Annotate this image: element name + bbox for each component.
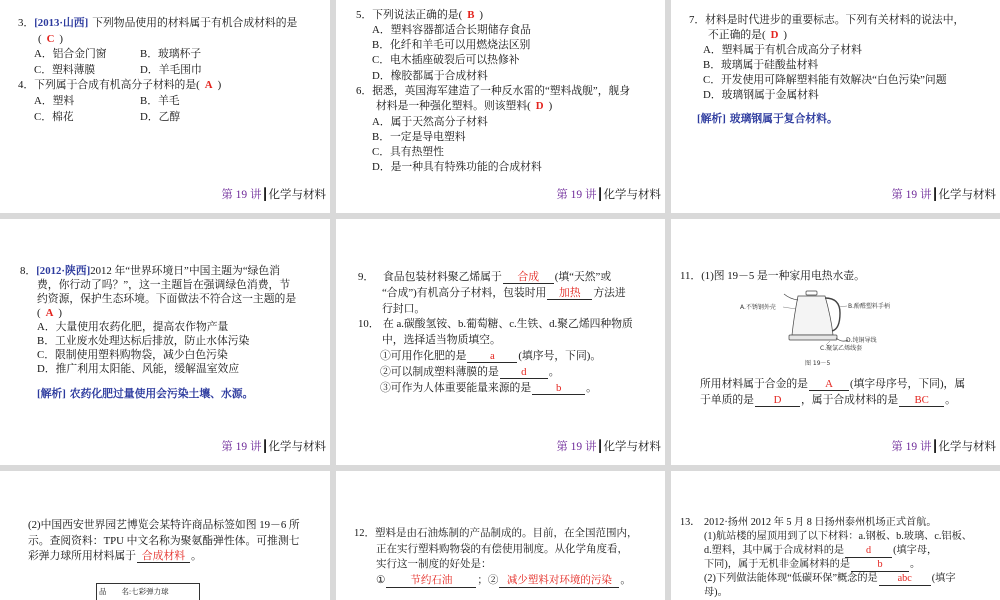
question-number: 3． [18,17,35,29]
question-13-line [680,572,972,586]
bracket-open: ( [37,307,41,319]
option-d: D．是一种具有特殊功能的合成材料 [372,161,542,174]
item-text: 。 [548,365,560,378]
slide-thumbnail-7[interactable] [0,471,330,600]
question-text: 所用材料属于合金的是 [700,378,808,390]
lecture-number: 第 19 讲 [891,189,932,201]
question-source: [2013·山西] [34,17,89,29]
analysis-note [689,112,964,127]
option-d: D．玻璃钢属于金属材料 [703,88,819,101]
option-b: B．一定是导电塑料 [372,130,466,143]
question-6-stem [356,84,630,99]
slide-body [358,270,633,396]
lecture-number: 第 19 讲 [556,441,597,453]
fill-item [358,365,633,381]
question-text: (填字 [931,573,956,585]
question-11-part2-line: 示。查阅资料：TPU 中文名称为聚氨酯弹性体。可推测七 [28,534,300,547]
question-text: 不正确的是 [708,28,762,41]
question-text: 材料是一种强化塑料。则该塑料 [376,100,528,113]
lecture-topic: 化学与材料 [268,189,326,201]
bracket-open: ( [458,8,463,21]
slide-body [18,16,297,125]
analysis-label: [解析] [697,112,726,125]
question-text: 彩弹力球所用材料属于 [28,550,136,562]
slide-thumbnail-8[interactable] [336,471,665,600]
item-text: (填序号，下同)。 [518,349,602,362]
slide-footer [891,440,996,454]
question-text: (1)图 19－5 是一种家用电热水壶。 [701,270,865,282]
option-c: C．开发使用可降解塑料能有效解决“白色污染”问题 [703,73,947,86]
bracket-close: ) [479,8,483,21]
slide-footer [221,188,326,202]
option-a: A．属于天然高分子材料 [372,115,488,128]
option-a: A．塑料 [34,94,75,107]
option-a: A．大量使用农药化肥，提高农作物产量 [37,321,229,333]
question-13-line: (1)航站楼的屋顶用到了以下材料：a.钢板、b.玻璃、c.铝板、 [704,531,972,543]
question-number: 8． [20,265,37,277]
item-text: ①可用作化肥的是 [380,349,467,362]
question-11-line [700,376,965,392]
option-b: B．玻璃属于硅酸盐材料 [703,58,819,71]
answer-blank: b [532,382,585,395]
lecture-topic: 化学与材料 [938,441,996,453]
answer-choice: A [204,79,213,92]
question-text: 。 [190,550,202,562]
question-11-part2-line: (2)中国西安世界园艺博览会某特许商品标签如图 19－6 所 [28,519,300,531]
slide-thumbnail-3[interactable] [671,0,1000,213]
answer-blank: 节约石油 [386,575,476,588]
question-text: 材料是时代进步的重要标志。下列有关材料的说法中， [705,13,965,26]
leader-line-b [839,306,847,307]
answer-blank: a [467,350,517,363]
option-row [18,63,297,79]
question-11-line [700,392,965,408]
question-text: 2012 年“世界环境日”中国主题为“绿色消 [90,265,281,277]
footer-separator: ┃ [596,189,604,201]
question-number: 9． [358,271,375,283]
question-12-line: 实行这一制度的好处是： [376,559,492,571]
slide-body [28,518,300,565]
slide-footer [556,188,661,202]
question-10-line: 中，选择适当物质填空。 [382,334,501,347]
answer-blank: A [809,378,849,391]
kettle-body [792,296,833,335]
analysis-note [20,387,296,401]
kettle-figure [736,289,911,371]
item-marker: ；② [477,575,499,587]
question-7-stem-continued [689,28,964,43]
question-number: 12． [354,528,375,539]
question-7-stem [689,13,964,28]
item-text: ③可作为人体重要能量来源的是 [380,381,532,394]
slide-thumbnail-1[interactable] [0,0,330,213]
option-d: D．推广利用太阳能、风能，缓解温室效应 [37,363,240,375]
slide-thumbnail-6[interactable] [671,219,1000,465]
bracket-open: ( [196,79,200,92]
footer-separator: ┃ [261,189,269,201]
question-text: 2012·扬州 2012 年 5 月 8 日扬州泰州机场正式首航。 [704,517,937,528]
kettle-base [789,335,837,340]
bracket-open: ( [38,32,42,45]
bracket-open: ( [527,100,531,113]
question-9-line [358,270,633,286]
figure-label-d: D.纯铜导线 [846,337,877,344]
lecture-number: 第 19 讲 [221,189,262,201]
answer-blank: 减少塑料对环境的污染 [499,575,619,588]
kettle-lid [806,291,817,295]
answer-choice: D [535,100,544,113]
question-source: [2012·陕西] [36,265,91,277]
fill-item [358,349,633,365]
answer-blank: D [755,394,800,407]
slide-body [680,268,865,284]
lecture-number: 第 19 讲 [891,441,932,453]
footer-separator: ┃ [261,441,269,453]
question-8-stem-continued: 费，你行动了吗？”，这一主题旨在强调绿色消费，节 [37,279,291,291]
answer-blank: d [845,545,892,558]
answer-blank: d [500,366,548,379]
option-c: C．棉花 [34,110,74,123]
option-d: D．羊毛围巾 [140,63,202,76]
slide-body [354,526,638,589]
question-11-part2-line [28,549,300,565]
slide-body-lower [700,376,965,408]
bracket-close: ) [59,32,64,45]
lecture-number: 第 19 讲 [221,441,262,453]
question-number: 6． [356,84,373,97]
answer-choice: C [46,32,55,45]
footer-separator: ┃ [931,189,939,201]
figure-label-b: B.酚醛塑料手柄 [848,303,891,310]
question-12-line [354,526,638,542]
bracket-close: ) [548,100,553,113]
question-9-line: 行封口。 [382,302,426,315]
question-12-line: 正在实行塑料购物袋的有偿使用制度。从化学角度看， [376,543,628,555]
lecture-number: 第 19 讲 [556,189,597,201]
question-text: 。 [945,394,956,406]
answer-choice: B [467,8,475,21]
option-a: A．塑料属于有机合成高分子材料 [703,43,862,56]
slide-footer [891,188,996,202]
lecture-topic: 化学与材料 [268,441,326,453]
analysis-label: [解析] [37,388,66,400]
question-text: 食品包装材料聚乙烯属于 [383,271,502,283]
question-text: 方法进 [593,286,626,299]
option-row [18,47,297,63]
answer-blank: b [851,559,909,572]
question-number: 10． [358,318,380,331]
figure-caption: 图 19－5 [805,360,831,367]
option-row [18,94,297,110]
item-text: ②可以制成塑料薄膜的是 [380,365,499,378]
slide-thumbnail-5[interactable] [336,219,665,465]
leader-line-a [783,307,796,309]
question-text: 下列属于合成有机高分子材料的是 [34,79,197,92]
slide-thumbnail-4[interactable] [0,219,330,465]
option-d: D．橡胶都属于合成材料 [372,69,488,82]
question-13-line [680,544,972,558]
question-13-line [680,516,972,530]
question-text: 于单质的是 [700,394,754,406]
slide-body [356,8,630,176]
question-text: 塑料是由石油炼制的产品制成的。目前，在全国范围内， [375,528,638,539]
slide-body [680,516,972,600]
option-b: B．羊毛 [140,94,180,107]
option-b: B．玻璃杯子 [140,48,202,61]
question-text: 据悉，英国海军建造了一种反水雷的“塑料战舰”，舰身 [372,84,631,97]
question-number: 5． [356,8,373,21]
option-a: A．铝合金门窗 [34,48,107,61]
answer-blank: BC [899,394,944,407]
question-4-stem [18,78,297,94]
question-text: 在 a.碳酸氢铵、b.葡萄糖、c.生铁、d.聚乙烯四种物质 [383,318,633,331]
question-text: (填字母序号，下同)，属 [849,378,966,390]
bracket-open: ( [761,28,766,41]
question-8-stem-continued: 约资源，保护生态环境。下面做法不符合这一主题的是 [37,293,297,305]
question-text: 下列物品使用的材料属于有机合成材料的是 [92,17,298,29]
question-number: 13． [680,517,701,528]
question-text: ，属于合成材料的是 [800,394,899,406]
lecture-topic: 化学与材料 [938,189,996,201]
question-8-stem [20,264,296,278]
analysis-text: 玻璃钢属于复合材料。 [729,112,838,125]
bracket-close: ) [783,28,788,41]
option-d: D．乙醇 [140,110,181,123]
question-text: d.塑料，其中属于合成材料的是 [704,545,845,557]
option-c: C．塑料薄膜 [34,63,96,76]
footer-separator: ┃ [596,441,604,453]
answer-blank: 合成材料 [137,550,190,563]
question-text: “合成”)有机高分子材料，包装时用 [382,286,547,299]
slide-body [689,13,964,127]
question-number: 7． [689,13,706,26]
question-10-line [358,317,633,333]
kettle-spout [784,294,798,300]
bracket-close: ) [217,79,222,92]
question-3-stem [18,16,297,32]
slide-body [20,264,296,401]
question-text: 。 [910,559,921,571]
product-label-row: 品 名:七彩弹力球 [99,587,169,596]
product-label-card [96,583,200,600]
question-text: (2)下列做法能体现“低碳环保”概念的是 [704,573,878,585]
answer-blank: 合成 [503,271,554,284]
lecture-topic: 化学与材料 [603,441,661,453]
slide-thumbnail-9[interactable] [671,471,1000,600]
question-12-answers [354,573,638,589]
lecture-topic: 化学与材料 [603,189,661,201]
option-c: C．限制使用塑料购物袋，减少白色污染 [37,349,228,361]
answer-bracket [18,32,297,48]
item-marker: ① [376,575,386,587]
question-text: 下列说法正确的是 [372,8,459,21]
footer-separator: ┃ [931,441,939,453]
analysis-text: 农药化肥过量使用会污染土壤、水源。 [69,388,254,400]
question-5-stem [356,8,630,23]
answer-choice: A [45,307,54,319]
option-b: B．工业废水处理达标后排放，防止水体污染 [37,335,250,347]
question-11-line [680,268,865,284]
option-b: B．化纤和羊毛可以用燃烧法区别 [372,39,531,52]
question-number: 4． [18,79,35,92]
fill-item [358,381,633,397]
bracket-close: ) [58,307,63,319]
question-13-line: 母)。 [704,587,728,599]
question-text: (填字母， [893,545,938,557]
question-text: 下同)，属于无机非金属材料的是 [704,559,851,571]
question-9-line [358,286,633,302]
figure-label-c: C.聚氯乙烯线套 [820,345,863,352]
slide-footer [556,440,661,454]
option-a: A．塑料容器都适合长期储存食品 [372,23,531,36]
option-c: C．具有热塑性 [372,146,444,159]
item-text: 。 [586,381,597,394]
question-6-stem-continued [356,99,630,114]
slide-thumbnail-2[interactable] [336,0,665,213]
question-13-line [680,558,972,572]
option-row [18,110,297,126]
option-c: C．电木插座破裂后可以热修补 [372,54,520,67]
answer-blank: 加热 [547,287,592,300]
item-text: 。 [620,575,631,587]
answer-blank: abc [879,573,931,586]
slide-footer [221,440,326,454]
figure-label-a: A.不锈钢外壳 [740,304,776,311]
answer-choice: D [770,28,779,41]
question-number: 11． [680,270,702,282]
answer-bracket [20,306,296,320]
question-text: (填“天然”或 [554,271,612,283]
